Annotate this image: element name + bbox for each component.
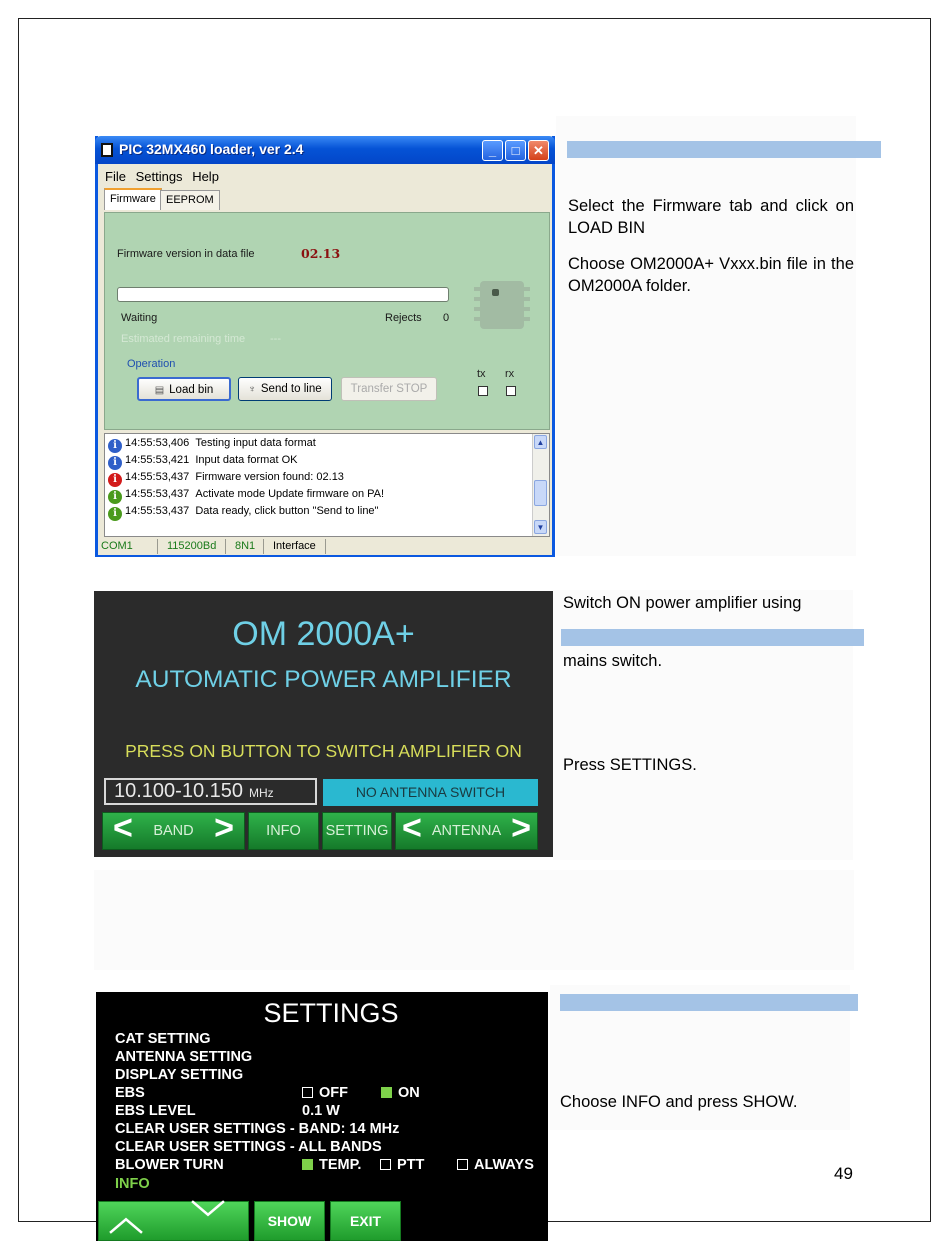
progress-bar — [117, 287, 449, 302]
section-bar-2 — [561, 629, 864, 646]
setting-info[interactable]: INFO — [115, 1176, 150, 1192]
close-button[interactable]: ✕ — [528, 140, 549, 161]
setting-ebs-level[interactable]: EBS LEVEL — [115, 1103, 196, 1119]
ebs-off-option[interactable]: OFF — [302, 1085, 348, 1101]
log-row: i 14:55:53,421 Input data format OK — [108, 452, 297, 469]
nav-buttons — [98, 1201, 249, 1241]
frequency-unit: MHz — [249, 786, 274, 800]
send-to-line-label: Send to line — [260, 383, 322, 395]
show-button[interactable]: SHOW — [254, 1201, 325, 1241]
amplifier-screen — [94, 591, 553, 857]
status-format: 8N1 — [232, 539, 264, 554]
exit-button[interactable]: EXIT — [330, 1201, 401, 1241]
amp-instruction: PRESS ON BUTTON TO SWITCH AMPLIFIER ON — [125, 741, 522, 761]
chip-pin — [524, 287, 530, 291]
instruction-load-bin: Select the Firmware tab and click on LOAD BIN — [568, 197, 854, 237]
settings-title: SETTINGS — [263, 998, 399, 1028]
chip-pin — [474, 317, 480, 321]
status-bar — [98, 538, 552, 555]
ebs-level-value: 0.1 W — [302, 1103, 340, 1119]
window-title: PIC 32MX460 loader, ver 2.4 — [119, 141, 304, 157]
title-bar — [95, 136, 555, 164]
chevron-right-icon[interactable]: > — [214, 809, 234, 847]
operation-label: Operation — [127, 358, 176, 370]
checkbox-checked-icon — [302, 1159, 313, 1170]
info-icon: i — [108, 439, 122, 453]
tab-firmware[interactable]: Firmware — [104, 188, 162, 210]
log-row: i 14:55:53,437 Firmware version found: 02.13 — [108, 469, 344, 486]
binary-file-icon: ▤ — [154, 385, 165, 396]
instruction-switch-on: Switch ON power amplifier using — [563, 594, 802, 612]
blower-ptt-option[interactable]: PTT — [380, 1157, 424, 1173]
text-block-shade-1 — [556, 116, 856, 556]
chip-pin — [474, 297, 480, 301]
status-waiting: Waiting — [121, 312, 158, 324]
rx-label: rx — [505, 368, 515, 380]
frequency-range: 10.100-10.150 — [114, 780, 244, 802]
fw-version-label: Firmware version in data file — [117, 248, 255, 260]
status-baud: 115200Bd — [164, 539, 226, 554]
setting-antenna[interactable]: ANTENNA SETTING — [115, 1049, 253, 1065]
scroll-thumb[interactable] — [534, 480, 547, 506]
menu-file[interactable]: File — [105, 169, 126, 184]
antenna-label: ANTENNA — [431, 823, 502, 839]
setting-button[interactable]: SETTING — [322, 812, 392, 850]
log-row: i 14:55:53,437 Activate mode Update firmware on PA! — [108, 486, 384, 503]
minimize-button[interactable]: _ — [482, 140, 503, 161]
scroll-up-icon[interactable]: ▲ — [534, 435, 547, 449]
chip-pin — [524, 307, 530, 311]
chevron-down-icon[interactable]: ﹀ — [191, 1200, 225, 1238]
tx-indicator — [478, 386, 488, 396]
chip-dot — [492, 289, 499, 296]
rejects-label: Rejects — [385, 312, 422, 324]
band-label: BAND — [153, 823, 194, 839]
setting-cat[interactable]: CAT SETTING — [115, 1031, 211, 1047]
log-row: i 14:55:53,406 Testing input data format — [108, 435, 316, 452]
chevron-left-icon[interactable]: < — [113, 809, 133, 847]
loader-window — [95, 136, 555, 557]
frequency-display — [104, 778, 317, 805]
chip-pin — [474, 307, 480, 311]
chevron-up-icon[interactable]: ︿ — [109, 1200, 143, 1238]
firmware-panel — [104, 212, 550, 430]
setting-display[interactable]: DISPLAY SETTING — [115, 1067, 244, 1083]
tab-eeprom[interactable]: EEPROM — [160, 190, 220, 210]
tx-label: tx — [477, 368, 486, 380]
log-panel — [104, 433, 550, 537]
instruction-press-settings: Press SETTINGS. — [563, 756, 697, 774]
rx-indicator — [506, 386, 516, 396]
setting-blower[interactable]: BLOWER TURN — [115, 1157, 224, 1173]
band-button[interactable] — [102, 809, 245, 850]
section-bar-3 — [560, 994, 858, 1011]
error-icon: i — [108, 473, 122, 487]
success-icon: i — [108, 507, 122, 521]
instruction-mains-switch: mains switch. — [563, 652, 663, 670]
checkbox-icon — [380, 1159, 391, 1170]
checkbox-icon — [302, 1087, 313, 1098]
info-button[interactable]: INFO — [248, 812, 319, 850]
menu-settings[interactable]: Settings — [135, 169, 183, 184]
status-interface: Interface — [270, 539, 326, 554]
setting-clear-all[interactable]: CLEAR USER SETTINGS - ALL BANDS — [115, 1139, 382, 1155]
load-bin-button[interactable] — [137, 377, 231, 401]
info-icon: i — [108, 456, 122, 470]
amp-model: OM 2000A+ — [232, 615, 415, 653]
checkbox-checked-icon — [381, 1087, 392, 1098]
section-bar-1 — [567, 141, 881, 158]
chevron-left-icon[interactable]: < — [402, 809, 422, 847]
ebs-on-option[interactable]: ON — [381, 1085, 420, 1101]
scroll-down-icon[interactable]: ▼ — [534, 520, 547, 534]
blower-always-option[interactable]: ALWAYS — [457, 1157, 534, 1173]
setting-clear-band[interactable]: CLEAR USER SETTINGS - BAND: 14 MHz — [115, 1121, 400, 1137]
settings-screen — [96, 992, 548, 1241]
log-scrollbar[interactable] — [532, 434, 549, 536]
maximize-button[interactable]: □ — [505, 140, 526, 161]
setting-ebs[interactable]: EBS — [115, 1085, 145, 1101]
fw-version-value: 02.13 — [301, 246, 341, 261]
chip-pin — [524, 317, 530, 321]
chip-pin — [474, 287, 480, 291]
status-port: COM1 — [98, 539, 158, 554]
menu-help[interactable]: Help — [192, 169, 219, 184]
amp-subtitle: AUTOMATIC POWER AMPLIFIER — [135, 666, 512, 693]
remaining-value: --- — [270, 333, 281, 345]
success-icon: i — [108, 490, 122, 504]
instruction-choose-info: Choose INFO and press SHOW. — [560, 1093, 798, 1111]
transfer-stop-button[interactable]: Transfer STOP — [341, 377, 437, 401]
page-number: 49 — [834, 1164, 853, 1183]
instruction-choose-file: Choose OM2000A+ Vxxx.bin file in the OM2000A folder. — [568, 255, 854, 295]
app-icon — [101, 143, 113, 157]
chevron-right-icon[interactable]: > — [511, 809, 531, 847]
text-block-shade-3 — [94, 870, 854, 970]
antenna-switch-status: NO ANTENNA SWITCH — [323, 779, 538, 806]
checkbox-icon — [457, 1159, 468, 1170]
log-row: i 14:55:53,437 Data ready, click button "Send to line" — [108, 503, 378, 520]
antenna-icon: ♆ — [248, 384, 256, 395]
remaining-label: Estimated remaining time — [121, 333, 246, 345]
blower-temp-option[interactable]: TEMP. — [302, 1157, 361, 1173]
menu-bar — [105, 169, 225, 184]
rejects-value: 0 — [443, 312, 450, 324]
send-to-line-button[interactable] — [238, 377, 332, 401]
chip-pin — [524, 297, 530, 301]
load-bin-label: Load bin — [169, 384, 214, 396]
chip-icon — [480, 281, 524, 329]
antenna-button[interactable] — [395, 809, 538, 850]
